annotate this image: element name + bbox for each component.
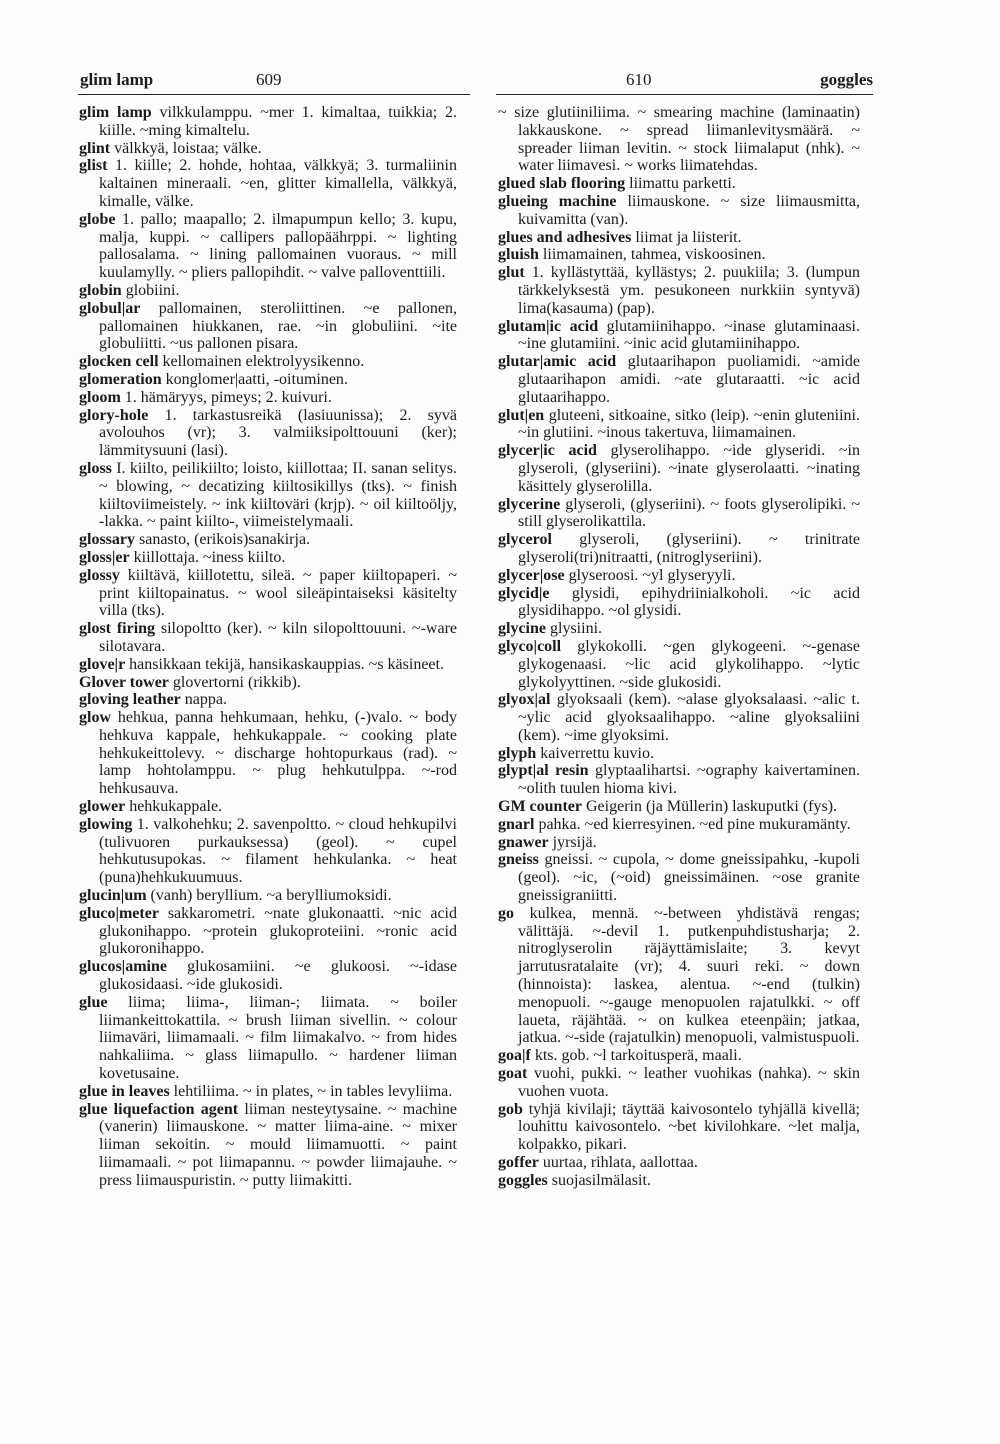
entry-definition: glyoksaali (kem). ~alase glyoksalaasi. ~alic t. ~ylic acid glyoksaalihappo. ~aline glyoksaliini (kem). ~ime glyoksimi.	[518, 691, 860, 744]
dictionary-entry	[498, 318, 860, 354]
dictionary-entry	[79, 460, 457, 531]
right-column	[498, 104, 860, 1190]
entry-definition: glysiini.	[546, 620, 603, 638]
entry-headword: glut|en	[498, 406, 545, 424]
entry-headword: glove|r	[79, 655, 126, 673]
dictionary-entry	[498, 1065, 860, 1101]
entry-definition: glukosamiini. ~e glukoosi. ~-idase glukosidaasi. ~ide glukosidi.	[99, 958, 457, 994]
dictionary-entry	[79, 549, 457, 567]
left-header-rule	[78, 94, 470, 95]
entry-definition: (vanh) beryllium. ~a berylliumoksidi.	[146, 887, 392, 905]
entry-definition: hansikkaan tekijä, hansikaskauppias. ~s käsineet.	[125, 655, 444, 673]
dictionary-entry	[79, 620, 457, 656]
dictionary-entry	[79, 407, 457, 460]
entry-definition: kaiverrettu kuvio.	[536, 744, 654, 762]
entry-definition: glyseroosi. ~yl glyseryyli.	[564, 566, 736, 584]
dictionary-entry	[79, 691, 457, 709]
entry-definition: 1. kyllästyttää, kyllästys; 2. puukiila; 3. (lumpun tärkkelyksestä ym. pesukoneen nurkkiin syntyvä) lima(kasauma) (pap).	[518, 264, 860, 317]
entry-headword: glossary	[79, 531, 135, 549]
left-page-header	[80, 64, 470, 94]
dictionary-entry	[79, 157, 457, 210]
dictionary-entry	[79, 709, 457, 798]
entry-headword: glossy	[79, 566, 120, 584]
entry-definition: glutamiinihappo. ~inase glutaminaasi. ~ine glutamiini. ~inic acid glutamiinihappo.	[518, 317, 860, 353]
entry-definition: silopoltto (ker). ~ kiln silopolttouuni. ~-ware silotavara.	[99, 620, 458, 655]
dictionary-entry	[498, 816, 860, 834]
entry-headword: glues and adhesives	[498, 228, 632, 246]
dictionary-entry	[79, 353, 457, 371]
dictionary-entry	[498, 798, 860, 816]
dictionary-entry	[498, 104, 860, 175]
entry-definition: kiiltävä, kiillotettu, sileä. ~ paper kiiltopaperi. ~ print kiiltopainatus. ~ wool sileäpintaiseksi käsitelty villa (tks).	[99, 566, 457, 620]
entry-definition: kts. gob. ~l tarkoitusperä, maali.	[530, 1047, 742, 1065]
dictionary-entry	[79, 1101, 457, 1190]
entry-definition: liiman nesteytysaine. ~ machine (vanerin) liimauskone. ~ matter liima-aine. ~ mixer liiman sekoitin. ~ mould liimamuotti. ~ paint liimamaali. ~ pot liimapannu. ~ powder liimajauhe. ~ press liimauspuristin. ~ putty liimakitti.	[99, 1100, 457, 1189]
entry-headword: GM counter	[498, 798, 582, 816]
entry-definition: pahka. ~ed kierresyinen. ~ed pine mukuramänty.	[534, 815, 851, 833]
entry-headword: glycer|ose	[498, 566, 565, 584]
entry-headword: gloom	[79, 388, 121, 406]
dictionary-entry	[79, 389, 457, 407]
dictionary-entry	[79, 816, 457, 887]
entry-headword: glomeration	[79, 370, 162, 388]
left-running-headword: glim lamp	[80, 70, 154, 89]
left-page-number: 609	[256, 70, 282, 89]
entry-headword: glutam|ic acid	[498, 317, 599, 335]
entry-headword: go	[498, 904, 514, 922]
entry-headword: glocken cell	[79, 353, 159, 371]
entry-definition: konglomer|aatti, -oituminen.	[161, 370, 348, 388]
entry-headword: globe	[79, 210, 116, 228]
entry-definition: ~ size glutiiniliima. ~ smearing machine (laminaatin) lakkauskone. ~ spread liimanlevitysmäärä. ~ spreader liiman levitin. ~ stock liimalaput (nhk). ~ water liimavesi. ~ works liimatehdas.	[498, 104, 860, 175]
entry-headword: glut	[498, 264, 525, 282]
dictionary-entry	[79, 1083, 457, 1101]
entry-headword: glint	[79, 139, 111, 157]
entry-definition: lehtiliima. ~ in plates, ~ in tables levyliima.	[169, 1082, 453, 1100]
dictionary-entry	[79, 656, 457, 674]
dictionary-entry	[79, 798, 457, 816]
dictionary-entry	[498, 585, 860, 621]
entry-headword: glueing machine	[498, 192, 617, 210]
dictionary-entry	[498, 264, 860, 317]
entry-headword: glycerol	[498, 531, 552, 549]
entry-definition: gneissi. ~ cupola, ~ dome gneissipahku, -kupoli (geol). ~ic, (~oid) gneissimäinen. ~ose granite gneissigraniitti.	[518, 851, 860, 905]
dictionary-entry	[79, 104, 457, 140]
entry-definition: liimamainen, tahmea, viskoosinen.	[538, 246, 766, 264]
entry-definition: 1. tarkastusreikä (lasiuunissa); 2. syvä avolouhos (vr); 3. valmiiksipolttouuni (ker); lämmitysuuni (lasi).	[99, 406, 457, 460]
dictionary-entry	[498, 1047, 860, 1065]
entry-definition: hehkua, panna hehkumaan, hehku, (-)valo. ~ body hehkuva kappale, hehkukappale. ~ cooking plate hehkukeittolevy. ~ discharge hohtopurkaus (rad). ~ lamp hohtolamppu. ~ plug hehkutulppa. ~-rod hehkusauva.	[99, 709, 457, 798]
entry-definition: glykokolli. ~gen glykogeeni. ~-genase glykogenaasi. ~lic acid glykolihappo. ~lytic glykolyyttinen. ~side glukosidi.	[518, 637, 860, 691]
dictionary-entry	[498, 353, 860, 406]
right-header-rule	[496, 94, 873, 95]
entry-headword: glycine	[498, 620, 546, 638]
dictionary-entry	[498, 851, 860, 904]
entry-definition: glyseroli, (glyseriini). ~ trinitrate glyseroli(tri)nitraatti, (nitroglyseriini).	[518, 531, 860, 566]
entry-headword: glutar|amic acid	[498, 353, 617, 371]
entry-headword: glyco|coll	[498, 637, 562, 655]
dictionary-entry	[79, 140, 457, 158]
dictionary-entry	[79, 905, 457, 958]
entry-headword: gluish	[498, 246, 539, 264]
entry-definition: I. kiilto, peilikiilto; loisto, kiillottaa; II. sanan selitys. ~ blowing, ~ decatizing kiiltosikillys (tks). ~ finish kiiltoviimeistely. ~ ink kiiltoväri (krjp). ~ oil kiiltoöljy, -lakka. ~ paint kiilto-, viimeistelymaali.	[99, 459, 457, 531]
entry-definition: glyptaalihartsi. ~ography kaivertaminen. ~olith tuulen hioma kivi.	[518, 762, 860, 798]
dictionary-entry	[498, 175, 860, 193]
dictionary-entry	[498, 691, 860, 744]
dictionary-entry	[498, 762, 860, 798]
dictionary-entry	[79, 531, 457, 549]
dictionary-entry	[498, 407, 860, 443]
entry-definition: sakkarometri. ~nate glukonaatti. ~nic acid glukonihappo. ~protein glukoproteiini. ~ronic acid glukoronihappo.	[99, 904, 457, 958]
entry-headword: glucin|um	[79, 887, 147, 905]
dictionary-entry	[79, 371, 457, 389]
right-page-header	[498, 64, 873, 94]
dictionary-entry	[79, 282, 457, 300]
entry-definition: globiini.	[121, 281, 180, 299]
dictionary-entry	[498, 246, 860, 264]
entry-headword: glory-hole	[79, 406, 149, 424]
entry-definition: kulkea, mennä. ~-between yhdistävä rengas; välittäjä. ~-devil 1. putkenpuhdistusharja; 2. nitroglyserolin räjäyttämislaite; 3. kevyt jarrutusratalaite (vr); 4. suuri reki. ~ down (hinnoista): laskea, alentua. ~-end (tulkin) menopuoli. ~-gauge menopuolen rajatulkki. ~ off laueta, räjähtää. ~ on kulkea eteenpäin; jatkaa, jatkua. ~-side (rajatulkin) menopuoli, valmistuspuoli.	[514, 904, 860, 1047]
entry-headword: gob	[498, 1100, 523, 1118]
entry-definition: liimauskone. ~ size liimausmitta, kuivamitta (van).	[518, 192, 861, 228]
dictionary-entry	[79, 674, 457, 692]
entry-headword: gluco|meter	[79, 904, 159, 922]
entry-definition: glyserolihappo. ~ide glyseridi. ~in glyseroli, (glyseriini). ~inate glyserolaatti. ~inating käsittely glyserolilla.	[518, 442, 861, 495]
dictionary-entry	[79, 958, 457, 994]
entry-headword: globin	[79, 281, 122, 299]
entry-definition: hehkukappale.	[125, 798, 223, 816]
dictionary-entry	[79, 994, 457, 1083]
entry-headword: glow	[79, 709, 111, 727]
entry-headword: gloss	[79, 459, 112, 477]
entry-definition: glutaarihapon puoliamidi. ~amide glutaarihapon amidi. ~ate glutaraatti. ~ic acid glutaarihappo.	[518, 353, 860, 406]
entry-definition: välkkyä, loistaa; välke.	[110, 139, 262, 157]
entry-headword: glycer|ic acid	[498, 442, 597, 460]
entry-headword: goggles	[498, 1171, 548, 1189]
entry-headword: Glover tower	[79, 673, 169, 691]
entry-definition: 1. hämäryys, pimeys; 2. kuivuri.	[120, 388, 332, 406]
entry-headword: gnawer	[498, 833, 549, 851]
dictionary-entry	[498, 1154, 860, 1172]
entry-headword: globul|ar	[79, 299, 141, 317]
entry-headword: goat	[498, 1065, 528, 1083]
entry-headword: gneiss	[498, 851, 539, 869]
entry-headword: glycerine	[498, 495, 561, 513]
entry-headword: glist	[79, 157, 108, 175]
entry-definition: tyhjä kivilaji; täyttää kaivosontelo tyhjällä kivellä; louhittu kaivosontelo. ~bet kivilohkare. ~let malja, kolpakko, pikari.	[518, 1100, 860, 1154]
dictionary-entry	[498, 905, 860, 1047]
entry-definition: kellomainen elektrolyysikenno.	[158, 353, 365, 371]
entry-definition: vilkkulamppu. ~mer 1. kimaltaa, tuikkia; 2. kiille. ~ming kimaltelu.	[99, 104, 458, 139]
dictionary-entry	[498, 1101, 860, 1154]
entry-definition: suojasilmälasit.	[547, 1171, 651, 1189]
entry-headword: glue	[79, 993, 108, 1011]
entry-definition: gluteeni, sitkoaine, sitko (leip). ~enin gluteniini. ~in glutiini. ~inous takertuva, liimamainen.	[518, 406, 860, 442]
entry-headword: gloving leather	[79, 691, 181, 709]
entry-definition: sanasto, (erikois)sanakirja.	[135, 531, 311, 549]
entry-headword: glower	[79, 798, 126, 816]
entry-definition: nappa.	[180, 691, 227, 709]
entry-headword: glypt|al resin	[498, 762, 589, 780]
dictionary-entry	[498, 193, 860, 229]
entry-headword: glue liquefaction agent	[79, 1100, 239, 1118]
dictionary-entry	[498, 834, 860, 852]
dictionary-entry	[498, 638, 860, 691]
entry-definition: liima; liima-, liiman-; liimata. ~ boiler liimankeittokattila. ~ brush liiman sivellin. ~ colour liimaväri, liimamaali. ~ film liimakalvo. ~ from hides nahkaliima. ~ glass liimapullo. ~ hardener liiman kovetusaine.	[99, 993, 457, 1083]
entry-definition: liimat ja liisterit.	[631, 228, 742, 246]
entry-definition: 1. pallo; maapallo; 2. ilmapumpun kello; 3. kupu, malja, kuppi. ~ callipers pallopäährppi. ~ lighting pallosalama. ~ lining pallomainen vuoraus. ~ mill kuulamylly. ~ pliers pallopihdit. ~ valve palloventtiili.	[99, 210, 457, 282]
entry-definition: glyseroli, (glyseriini). ~ foots glyserolipiki. ~ still glyserolikattila.	[518, 495, 860, 531]
entry-definition: 1. kiille; 2. hohde, hohtaa, välkkyä; 3. turmaliinin kaltainen mineraali. ~en, glitter kimallella, välkkyä, kimalle, välke.	[99, 157, 457, 210]
dictionary-entry	[498, 745, 860, 763]
dictionary-entry	[498, 1172, 860, 1190]
entry-definition: jyrsijä.	[548, 833, 597, 851]
entry-headword: glyph	[498, 744, 537, 762]
entry-headword: gnarl	[498, 815, 535, 833]
dictionary-entry	[498, 496, 860, 532]
dictionary-entry	[79, 211, 457, 282]
entry-headword: glim lamp	[79, 104, 152, 121]
entry-headword: glucos|amine	[79, 958, 167, 976]
entry-definition: 1. valkohehku; 2. savenpoltto. ~ cloud hehkupilvi (tulivuoren purkauksessa) (geol). ~ cupel hehkutusupokas. ~ filament hehkulanka. ~ heat (puna)hehkukuumuus.	[99, 815, 457, 887]
dictionary-entry	[498, 620, 860, 638]
entry-headword: goffer	[498, 1154, 539, 1172]
entry-definition: vuohi, pukki. ~ leather vuohikas (nahka). ~ skin vuohen vuota.	[518, 1065, 860, 1100]
dictionary-entry	[498, 229, 860, 247]
dictionary-entry	[498, 567, 860, 585]
entry-definition: pallomainen, steroliittinen. ~e pallonen, pallomainen hiukkanen, rae. ~in globuliini. ~ite globuliitti. ~us pallonen pisara.	[99, 299, 457, 353]
dictionary-entry	[498, 442, 860, 495]
dictionary-entry	[79, 300, 457, 353]
left-column	[79, 104, 457, 1190]
entry-headword: glost firing	[79, 620, 156, 638]
dictionary-entry	[498, 531, 860, 567]
right-running-headword: goggles	[820, 70, 873, 89]
entry-definition: glovertorni (rikkib).	[168, 673, 301, 691]
entry-headword: goa|f	[498, 1047, 531, 1065]
entry-definition: Geigerin (ja Müllerin) laskuputki (fys).	[581, 798, 838, 816]
entry-headword: glowing	[79, 815, 133, 833]
right-page-number: 610	[626, 70, 652, 89]
entry-headword: glued slab flooring	[498, 175, 626, 193]
entry-definition: uurtaa, rihlata, aallottaa.	[538, 1154, 698, 1172]
entry-definition: liimattu parketti.	[625, 175, 736, 193]
dictionary-entry	[79, 567, 457, 620]
entry-definition: glysidi, epihydriinialkoholi. ~ic acid glysidihappo. ~ol glysidi.	[518, 584, 860, 620]
entry-headword: glue in leaves	[79, 1082, 170, 1100]
dictionary-entry	[79, 887, 457, 905]
entry-headword: glyox|al	[498, 691, 551, 709]
entry-headword: gloss|er	[79, 548, 130, 566]
entry-definition: kiillottaja. ~iness kiilto.	[129, 548, 286, 566]
entry-headword: glycid|e	[498, 584, 550, 602]
